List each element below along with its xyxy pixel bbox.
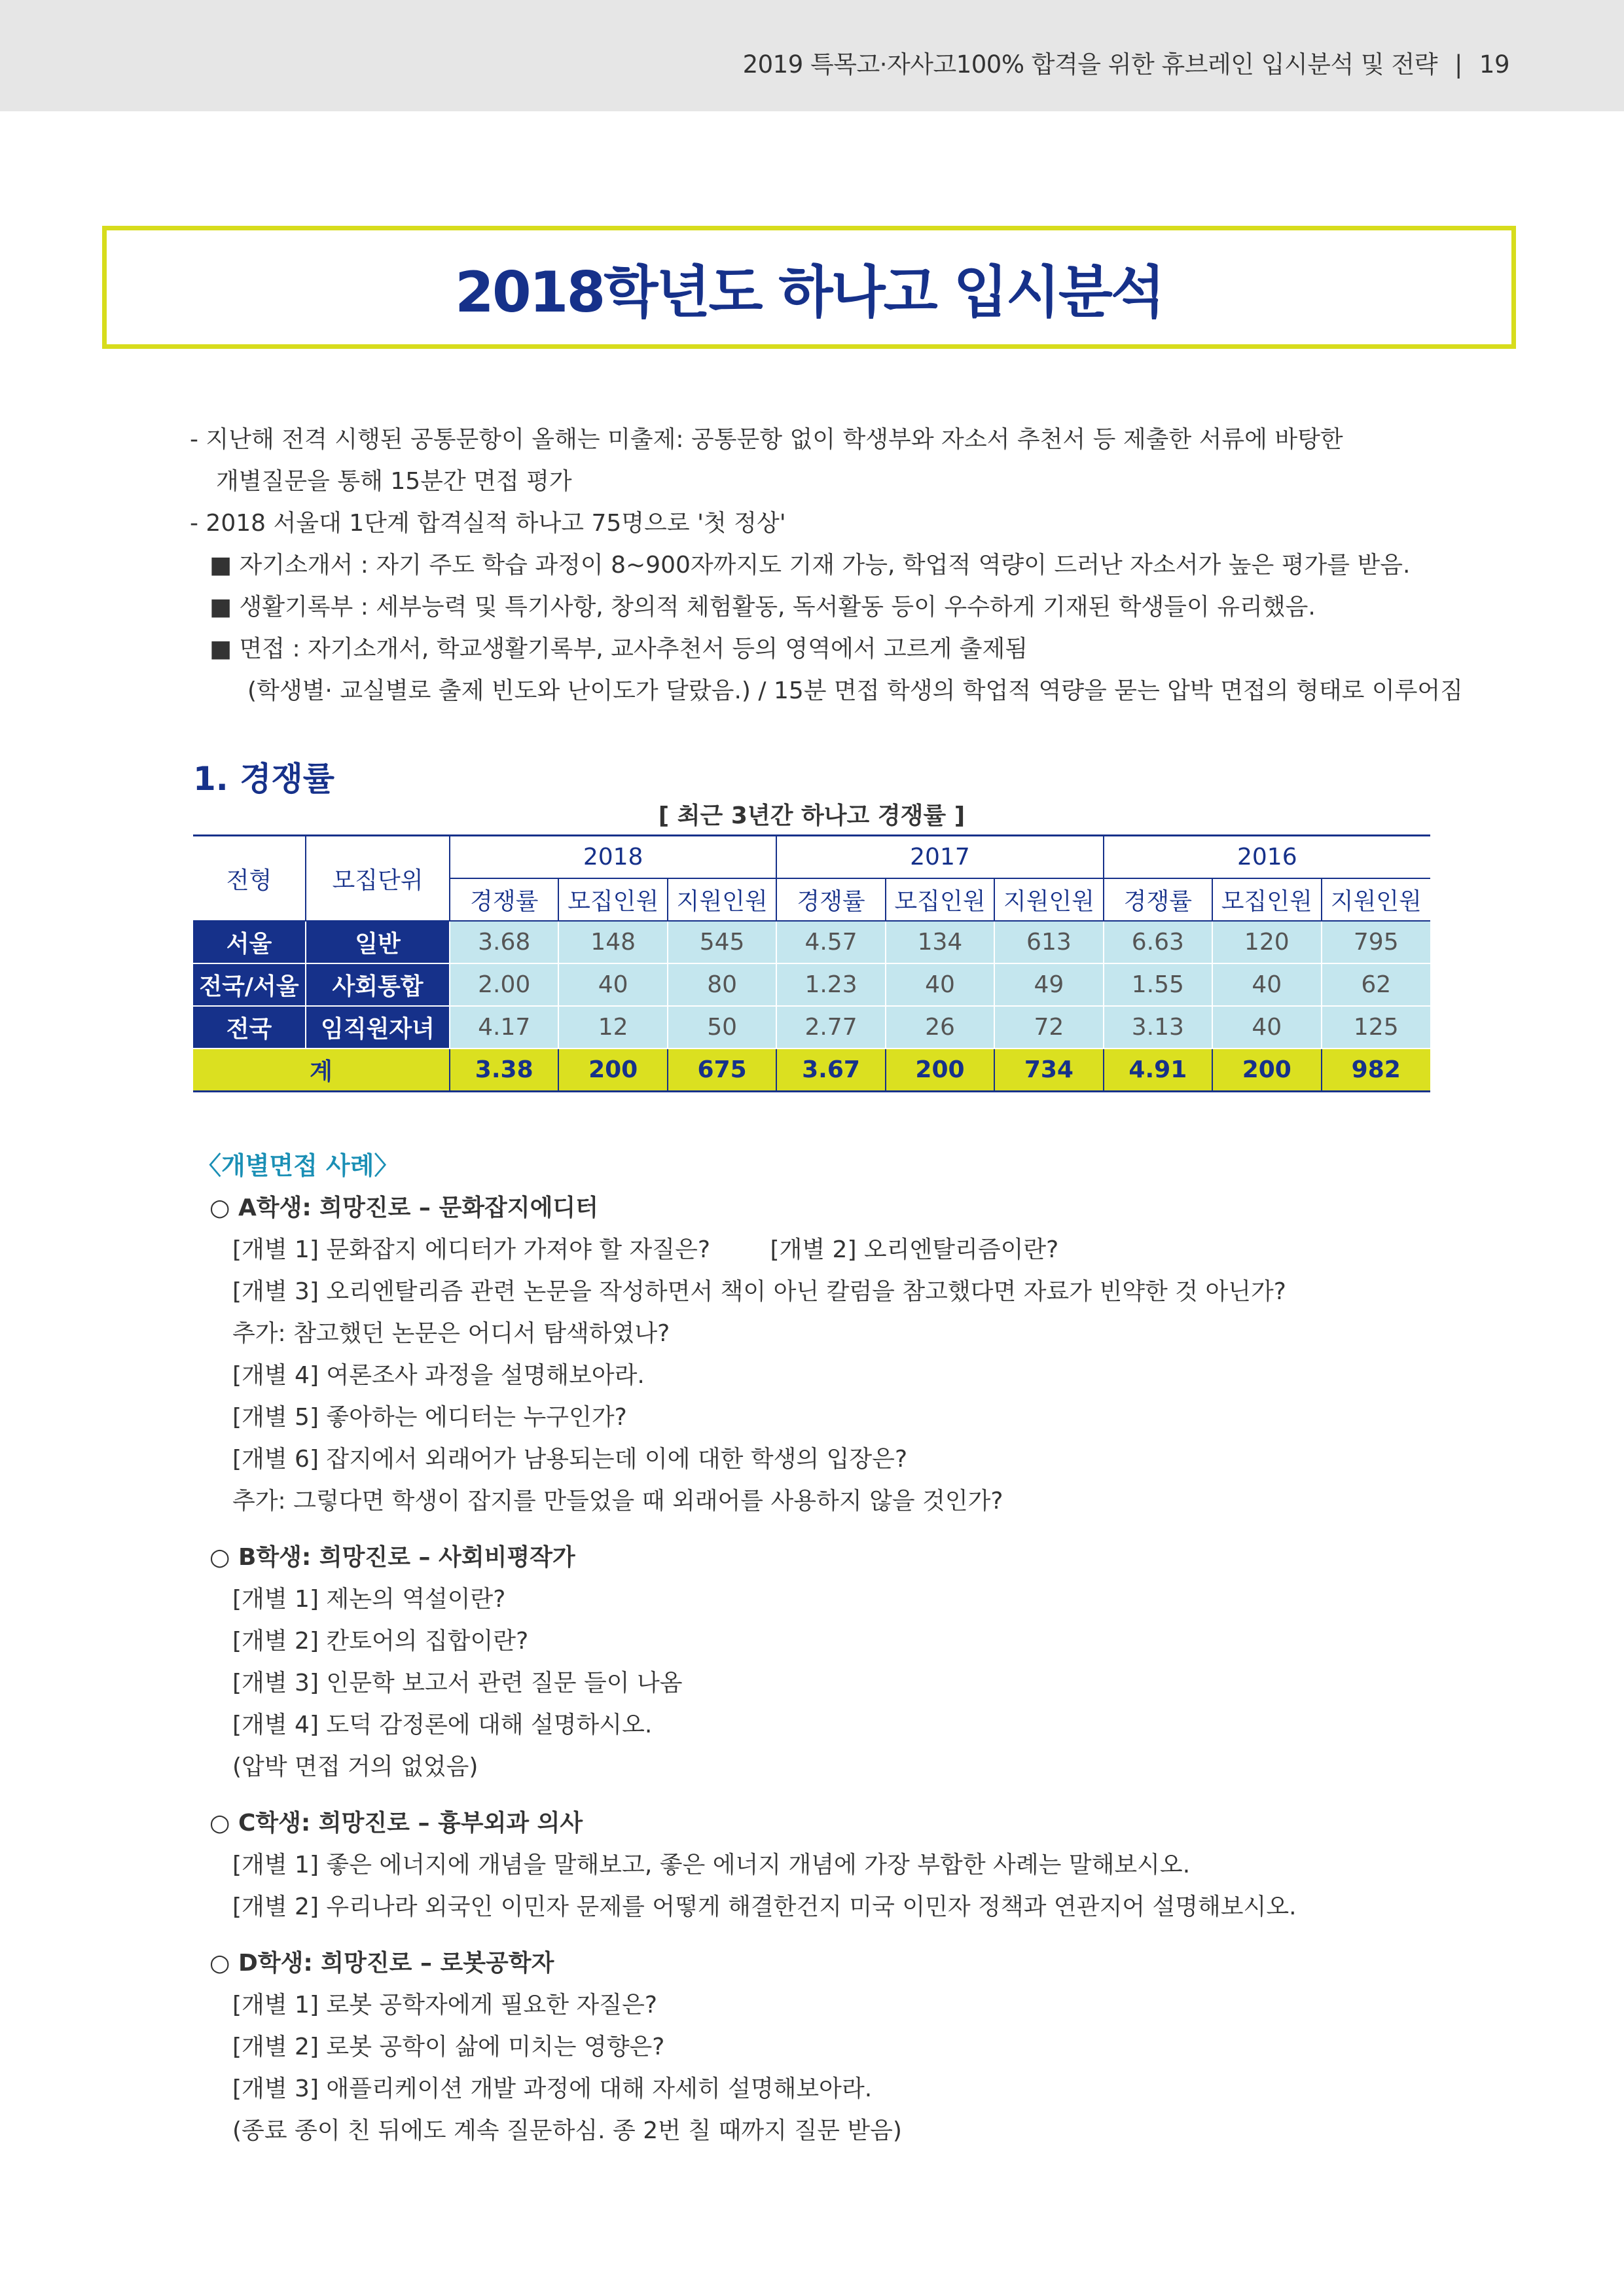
cell: 40 — [1212, 963, 1321, 1006]
question-line: [개별 1] 제논의 역설이란? — [232, 1586, 506, 1613]
sub-header: 모집인원 — [886, 878, 994, 921]
interview-cases — [196, 1145, 1473, 2152]
question-line: 추가: 참고했던 논문은 어디서 탐색하였나? — [232, 1320, 670, 1347]
student-case-c — [196, 1803, 1473, 1928]
total-label: 계 — [193, 1049, 450, 1092]
cell: 3.68 — [450, 921, 558, 963]
cell: 26 — [886, 1006, 994, 1049]
row-type: 전국/서울 — [193, 963, 306, 1006]
cell: 50 — [668, 1006, 776, 1049]
question-line: [개별 2] 로봇 공학이 삶에 미치는 영향은? — [232, 2034, 665, 2060]
question-line: [개별 2] 우리나라 외국인 이민자 문제를 어떻게 해결한건지 미국 이민자 정책과 연관지어 설명해보시오. — [232, 1893, 1297, 1920]
cell: 12 — [558, 1006, 667, 1049]
intro-bullet: ■ 자기소개서 : 자기 주도 학습 과정이 8~900자까지도 기재 가능, 학업적 역량이 드러난 자소서가 높은 평가를 받음. — [209, 552, 1411, 579]
cell: 4.57 — [776, 921, 885, 963]
col-header-unit: 모집단위 — [306, 836, 450, 922]
cases-title: 〈개별면접 사례〉 — [196, 1151, 399, 1180]
intro-bullet: ■ 면접 : 자기소개서, 학교생활기록부, 교사추천서 등의 영역에서 고르게 출제됨 — [209, 636, 1028, 662]
title-box — [102, 226, 1516, 349]
question-line: [개별 5] 좋아하는 에디터는 누구인가? — [232, 1404, 627, 1431]
cell: 40 — [886, 963, 994, 1006]
row-type: 전국 — [193, 1006, 306, 1049]
student-heading: ○ A학생: 희망진로 – 문화잡지에디터 — [209, 1194, 598, 1221]
intro-line: (학생별· 교실별로 출제 빈도와 난이도가 달랐음.) / 15분 면접 학생의 학업적 역량을 묻는 압박 면접의 형태로 이루어짐 — [247, 677, 1463, 704]
question-line: [개별 1] 로봇 공학자에게 필요한 자질은? — [232, 1992, 657, 2018]
col-header-type: 전형 — [193, 836, 306, 922]
competition-table — [193, 834, 1430, 1092]
page-number: 19 — [1479, 50, 1509, 79]
total-cell: 3.67 — [776, 1049, 885, 1092]
cell: 40 — [1212, 1006, 1321, 1049]
row-unit: 일반 — [306, 921, 450, 963]
question-line: [개별 6] 잡지에서 외래어가 남용되는데 이에 대한 학생의 입장은? — [232, 1446, 908, 1473]
cell: 2.77 — [776, 1006, 885, 1049]
cell: 40 — [558, 963, 667, 1006]
student-case-b — [196, 1537, 1473, 1788]
cell: 120 — [1212, 921, 1321, 963]
table-caption: [ 최근 3년간 하나고 경쟁률 ] — [658, 802, 965, 829]
sub-header: 지원인원 — [1322, 878, 1431, 921]
sub-header: 경쟁률 — [776, 878, 885, 921]
table-row — [193, 1006, 1430, 1049]
total-cell: 200 — [558, 1049, 667, 1092]
cell: 134 — [886, 921, 994, 963]
student-heading: ○ B학생: 희망진로 – 사회비평작가 — [209, 1544, 575, 1571]
total-cell: 3.38 — [450, 1049, 558, 1092]
total-cell: 200 — [886, 1049, 994, 1092]
question-line: [개별 1] 좋은 에너지에 개념을 말해보고, 좋은 에너지 개념에 가장 부합한 사례는 말해보시오. — [232, 1852, 1191, 1878]
cell: 72 — [994, 1006, 1103, 1049]
total-row — [193, 1049, 1430, 1092]
sub-header: 모집인원 — [1212, 878, 1321, 921]
question-line: [개별 4] 여론조사 과정을 설명해보아라. — [232, 1362, 645, 1389]
question-line: [개별 1] 문화잡지 에디터가 가져야 할 자질은? [개별 2] 오리엔탈리즘이란? — [232, 1236, 1059, 1263]
cell: 2.00 — [450, 963, 558, 1006]
intro-line: - 지난해 전격 시행된 공통문항이 올해는 미출제: 공통문항 없이 학생부와 자소서 추천서 등 제출한 서류에 바탕한 — [190, 426, 1343, 453]
cell: 3.13 — [1104, 1006, 1212, 1049]
student-case-d — [196, 1943, 1473, 2152]
sub-header: 경쟁률 — [1104, 878, 1212, 921]
sub-header: 지원인원 — [668, 878, 776, 921]
page-title: 2018학년도 하나고 입시분석 — [455, 260, 1163, 325]
book-title: 2019 특목고·자사고100% 합격을 위한 휴브레인 입시분석 및 전략 — [742, 50, 1437, 79]
year-header: 2018 — [450, 836, 776, 879]
question-line: [개별 4] 도덕 감정론에 대해 설명하시오. — [232, 1712, 653, 1738]
running-header — [743, 45, 1509, 80]
cell: 6.63 — [1104, 921, 1212, 963]
row-unit: 임직원자녀 — [306, 1006, 450, 1049]
row-unit: 사회통합 — [306, 963, 450, 1006]
intro-section — [190, 419, 1499, 712]
intro-line: - 2018 서울대 1단계 합격실적 하나고 75명으로 '첫 정상' — [190, 510, 786, 537]
cell: 49 — [994, 963, 1103, 1006]
question-line: (압박 면접 거의 없었음) — [232, 1753, 478, 1780]
table-row — [193, 921, 1430, 963]
question-line: [개별 3] 오리엔탈리즘 관련 논문을 작성하면서 책이 아닌 칼럼을 참고했다면 자료가 빈약한 것 아닌가? — [232, 1278, 1286, 1305]
student-heading: ○ D학생: 희망진로 – 로봇공학자 — [209, 1950, 554, 1977]
question-line: [개별 3] 인문학 보고서 관련 질문 들이 나옴 — [232, 1670, 683, 1696]
cell: 1.23 — [776, 963, 885, 1006]
student-heading: ○ C학생: 희망진로 – 흉부외과 의사 — [209, 1810, 583, 1837]
total-cell: 4.91 — [1104, 1049, 1212, 1092]
cell: 148 — [558, 921, 667, 963]
year-header: 2016 — [1104, 836, 1430, 879]
year-header: 2017 — [776, 836, 1103, 879]
table-row — [193, 963, 1430, 1006]
cell: 4.17 — [450, 1006, 558, 1049]
sub-header: 지원인원 — [994, 878, 1103, 921]
cell: 613 — [994, 921, 1103, 963]
question-line: 추가: 그렇다면 학생이 잡지를 만들었을 때 외래어를 사용하지 않을 것인가? — [232, 1488, 1003, 1515]
sub-header: 모집인원 — [558, 878, 667, 921]
header-separator: | — [1454, 50, 1462, 79]
intro-bullet: ■ 생활기록부 : 세부능력 및 특기사항, 창의적 체험활동, 독서활동 등이 우수하게 기재된 학생들이 유리했음. — [209, 594, 1316, 620]
total-cell: 982 — [1322, 1049, 1431, 1092]
cell: 80 — [668, 963, 776, 1006]
cell: 1.55 — [1104, 963, 1212, 1006]
cell: 795 — [1322, 921, 1431, 963]
total-cell: 200 — [1212, 1049, 1321, 1092]
intro-line: 개별질문을 통해 15분간 면접 평가 — [216, 468, 572, 495]
student-case-a — [196, 1187, 1473, 1522]
cell: 125 — [1322, 1006, 1431, 1049]
question-line: [개별 2] 칸토어의 집합이란? — [232, 1628, 529, 1655]
cell: 62 — [1322, 963, 1431, 1006]
question-line: [개별 3] 애플리케이션 개발 과정에 대해 자세히 설명해보아라. — [232, 2075, 873, 2102]
cell: 545 — [668, 921, 776, 963]
total-cell: 734 — [994, 1049, 1103, 1092]
question-line: (종료 종이 친 뒤에도 계속 질문하심. 종 2번 칠 때까지 질문 받음) — [232, 2117, 902, 2144]
row-type: 서울 — [193, 921, 306, 963]
sub-header: 경쟁률 — [450, 878, 558, 921]
section-title-competition: 1. 경쟁률 — [193, 760, 335, 798]
total-cell: 675 — [668, 1049, 776, 1092]
